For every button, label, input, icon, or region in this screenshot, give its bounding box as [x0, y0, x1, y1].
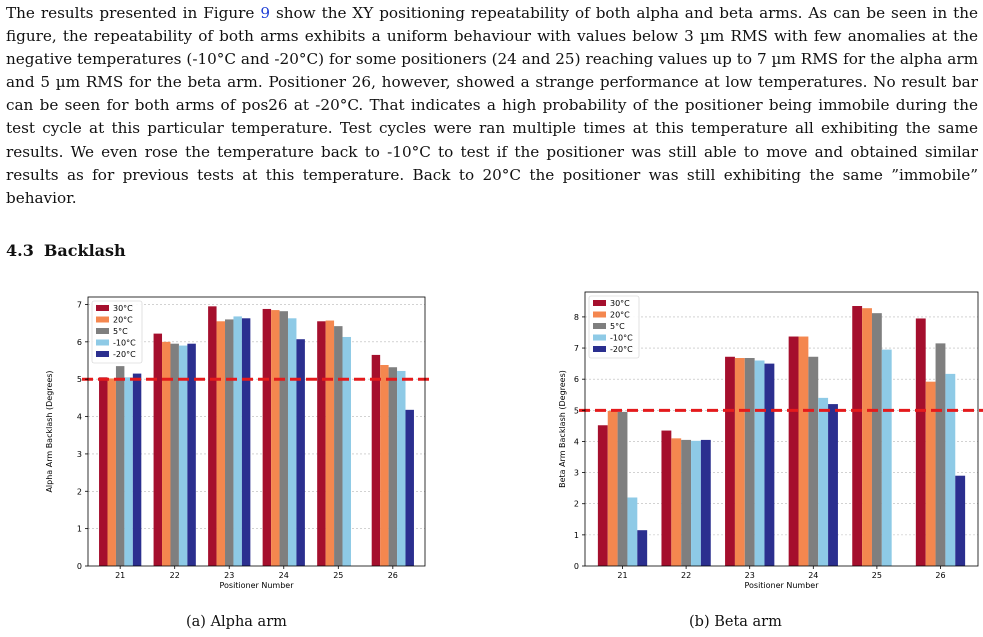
- bar--20°C-21: [637, 530, 647, 566]
- alpha-caption: (a) Alpha arm: [186, 614, 287, 630]
- bar-5°C-22: [170, 344, 178, 566]
- y-tick-label: 7: [76, 300, 82, 310]
- legend-swatch: [96, 317, 109, 323]
- bar--20°C-26: [406, 410, 414, 566]
- y-tick-label: 3: [573, 468, 579, 478]
- bar-20°C-24: [799, 337, 809, 566]
- bar-30°C-25: [852, 306, 862, 566]
- figure-ref-link[interactable]: 9: [260, 4, 270, 22]
- legend-swatch: [96, 305, 109, 311]
- x-tick-label: 26: [387, 571, 398, 580]
- y-tick-label: 1: [76, 524, 82, 534]
- legend-swatch: [96, 340, 109, 346]
- bar--10°C-25: [343, 337, 351, 566]
- bar-20°C-26: [380, 365, 388, 566]
- bar--20°C-22: [187, 344, 195, 566]
- y-tick-label: 6: [76, 337, 82, 347]
- x-tick-label: 26: [935, 571, 946, 580]
- y-tick-label: 7: [573, 344, 579, 354]
- y-tick-label: 1: [573, 530, 579, 540]
- bar--20°C-21: [133, 374, 141, 566]
- legend-label: 5°C: [113, 327, 128, 336]
- legend-label: -10°C: [610, 333, 633, 343]
- bar--10°C-24: [818, 398, 828, 566]
- bar-20°C-21: [608, 411, 618, 566]
- bar-5°C-26: [389, 367, 397, 566]
- bar-20°C-21: [107, 378, 115, 566]
- y-tick-label: 2: [573, 499, 579, 509]
- y-tick-label: 0: [76, 562, 82, 571]
- bar--10°C-23: [233, 316, 241, 566]
- legend-label: 30°C: [610, 299, 630, 308]
- bar--10°C-24: [288, 318, 296, 566]
- legend-label: -20°C: [610, 345, 633, 354]
- bar--20°C-24: [828, 404, 838, 566]
- x-tick-label: 24: [278, 571, 289, 580]
- bar-5°C-22: [681, 440, 691, 566]
- bar-20°C-23: [217, 321, 225, 566]
- y-tick-label: 8: [573, 312, 579, 322]
- legend-swatch: [593, 346, 606, 352]
- body-paragraph: [6, 2, 978, 210]
- bar-20°C-23: [735, 358, 745, 566]
- bar-30°C-22: [661, 431, 671, 566]
- alpha-arm-chart: [0, 285, 430, 597]
- y-tick-label: 5: [76, 375, 82, 385]
- legend-label: -20°C: [113, 350, 136, 359]
- y-tick-label: 4: [76, 412, 82, 422]
- bar-30°C-26: [916, 318, 926, 566]
- x-tick-label: 23: [224, 571, 235, 580]
- legend-swatch: [593, 323, 606, 329]
- paragraph-text-start: The results presented in Figure: [6, 4, 261, 22]
- bar--10°C-25: [882, 350, 892, 566]
- bar-5°C-23: [225, 319, 233, 566]
- bar-30°C-23: [208, 306, 216, 566]
- y-tick-label: 2: [76, 487, 82, 497]
- bar-20°C-24: [271, 310, 279, 566]
- x-tick-label: 21: [617, 571, 628, 580]
- y-axis-label: Beta Arm Backlash (Degrees): [558, 370, 567, 488]
- x-tick-label: 25: [333, 571, 344, 580]
- bar--10°C-22: [691, 441, 701, 566]
- x-tick-label: 24: [808, 571, 819, 580]
- x-tick-label: 21: [115, 571, 126, 580]
- bar-5°C-21: [618, 412, 628, 566]
- x-tick-label: 22: [169, 571, 180, 580]
- legend-label: 5°C: [610, 322, 625, 331]
- bar-5°C-21: [116, 366, 124, 566]
- bar-30°C-21: [99, 377, 107, 566]
- bar-5°C-26: [936, 343, 946, 566]
- section-number: 4.3: [6, 241, 34, 260]
- bar-30°C-24: [263, 309, 271, 566]
- bar--20°C-22: [701, 440, 711, 566]
- x-axis-label: Positioner Number: [219, 581, 294, 590]
- legend-swatch: [593, 300, 606, 306]
- legend-swatch: [593, 335, 606, 341]
- bar-30°C-23: [725, 357, 735, 566]
- y-tick-label: 0: [573, 562, 579, 571]
- bar-20°C-25: [326, 321, 334, 566]
- section-heading: [6, 241, 136, 260]
- bar--20°C-23: [242, 318, 250, 566]
- y-tick-label: 3: [76, 449, 82, 459]
- y-tick-label: 5: [573, 406, 579, 416]
- y-tick-label: 6: [573, 375, 579, 385]
- x-axis-label: Positioner Number: [744, 581, 819, 590]
- bar--10°C-21: [124, 377, 132, 566]
- x-tick-label: 22: [681, 571, 692, 580]
- x-tick-label: 25: [871, 571, 882, 580]
- bar-5°C-25: [872, 313, 882, 566]
- legend-label: 20°C: [113, 315, 133, 325]
- bar-30°C-25: [317, 321, 325, 566]
- bar-20°C-25: [862, 308, 872, 566]
- bar-30°C-22: [154, 334, 162, 566]
- legend-swatch: [96, 328, 109, 334]
- x-tick-label: 23: [744, 571, 755, 580]
- bar-5°C-24: [808, 357, 818, 566]
- section-title: Backlash: [43, 241, 126, 260]
- y-axis-label: Alpha Arm Backlash (Degrees): [45, 370, 54, 493]
- bar--10°C-26: [945, 374, 955, 566]
- bar-30°C-24: [789, 337, 799, 566]
- bar-30°C-21: [598, 425, 608, 566]
- bar-5°C-23: [745, 358, 755, 566]
- legend-label: 20°C: [610, 310, 630, 320]
- paragraph-text-rest: show the XY positioning repeatability of both alpha and beta arms. As can be seen in the figure, the repeatability of both arms exhibits a uniform behaviour with values below 3 µm RMS with few anomalies at the negative temperatures (-10°C and -20°C) for some positioners (24 and 25) reaching values up to 7 µm RMS for the alpha arm and 5 µm RMS for the beta arm. Positioner 26, however, showed a strange performance at low temperatures. No result bar can be seen for both arms of pos26 at -20°C. That indicates a high probability of the positioner being immobile during the test cycle at this particular temperature. Test cycles were ran multiple times at this temperature all exhibiting the same results. We even rose the temperature back to -10°C to test if the positioner was still able to move and obtained similar results as for previous tests at this temperature. Back to 20°C the positioner was still exhibiting the same ”immobile” behavior.: [6, 4, 978, 207]
- legend-swatch: [96, 351, 109, 357]
- bar--20°C-24: [296, 339, 304, 566]
- bar--10°C-23: [755, 361, 765, 567]
- bar--20°C-26: [955, 476, 965, 566]
- beta-arm-chart: [545, 285, 975, 597]
- bar--10°C-21: [627, 498, 637, 567]
- bar-5°C-25: [334, 326, 342, 566]
- bar-5°C-24: [280, 311, 288, 566]
- bar-20°C-22: [162, 342, 170, 566]
- legend-swatch: [593, 312, 606, 318]
- bar-30°C-26: [372, 355, 380, 566]
- bar-20°C-22: [671, 438, 681, 566]
- legend-label: 30°C: [113, 304, 133, 313]
- y-tick-label: 4: [573, 437, 579, 447]
- beta-caption: (b) Beta arm: [689, 614, 782, 630]
- legend-label: -10°C: [113, 338, 136, 348]
- bar--20°C-23: [764, 364, 774, 566]
- bar--10°C-26: [397, 371, 405, 566]
